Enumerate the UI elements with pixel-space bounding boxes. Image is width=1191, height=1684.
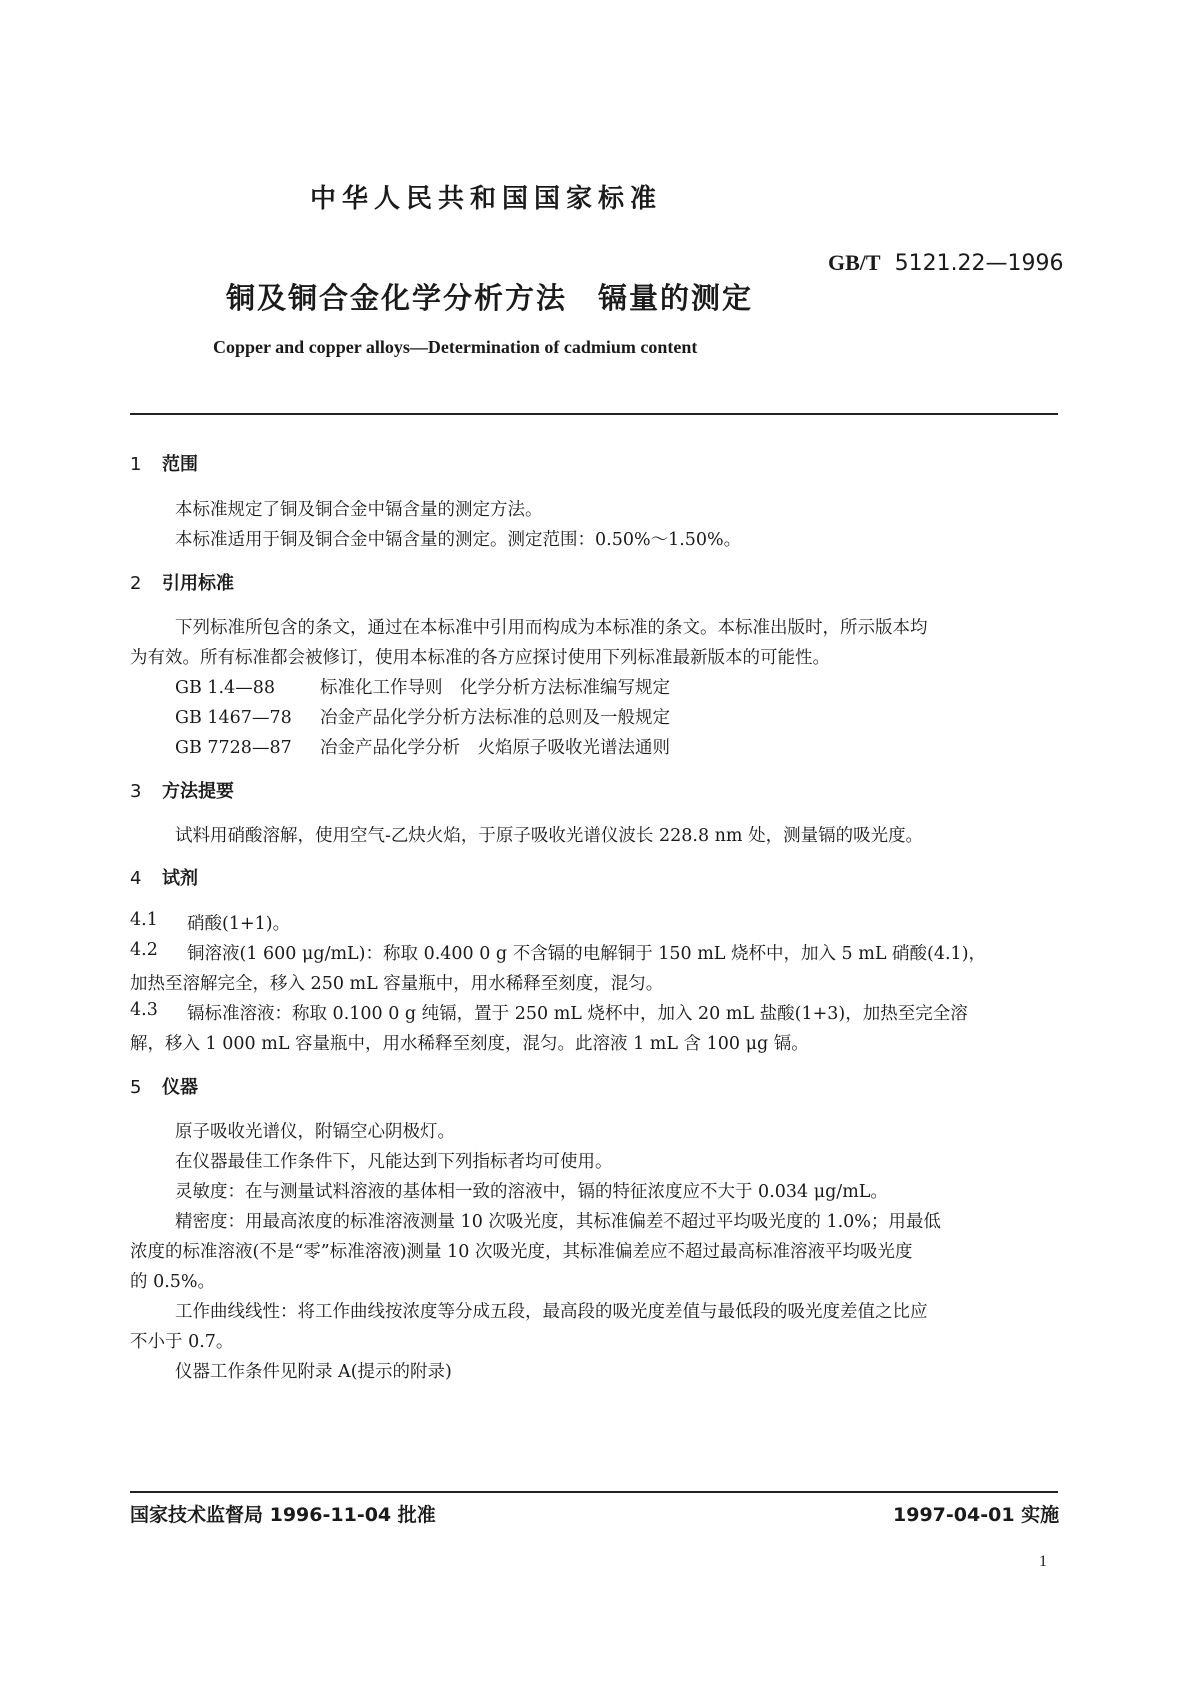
section-3-paragraph: 试料用硝酸溶解，使用空气-乙炔火焰，于原子吸收光谱仪波长 228.8 nm 处，测量镉的吸光度。 <box>175 826 924 846</box>
section-5-heading <box>130 1073 198 1099</box>
section-1-number: 1 <box>130 454 142 475</box>
reagent-item-text: 镉标准溶液：称取 0.100 0 g 纯镉，置于 250 mL 烧杯中，加入 20 mL 盐酸(1+3)，加热至完全溶 <box>187 1004 968 1024</box>
reference-title: 冶金产品化学分析 火焰原子吸收光谱法通则 <box>320 738 670 758</box>
section-3-number: 3 <box>130 781 142 802</box>
section-2-heading <box>130 569 234 595</box>
national-standard-title: 中华人民共和国国家标准 <box>310 184 663 214</box>
reference-item <box>175 734 670 759</box>
section-5-number: 5 <box>130 1077 142 1098</box>
section-1-paragraph-2: 本标准适用于铜及铜合金中镉含量的测定。测定范围：0.50%～1.50%。 <box>175 530 742 550</box>
reagent-item-text: 铜溶液(1 600 μg/mL)：称取 0.400 0 g 不含镉的电解铜于 150 mL 烧杯中，加入 5 mL 硝酸(4.1)， <box>187 944 987 964</box>
approval-date: 国家技术监督局 1996-11-04 批准 <box>130 1504 436 1526</box>
reference-code: GB 7728—87 <box>175 738 292 758</box>
reagent-item-number: 4.3 <box>130 1000 158 1020</box>
section-5-paragraph-1: 原子吸收光谱仪，附镉空心阴极灯。 <box>175 1122 455 1142</box>
section-5-title: 仪器 <box>162 1077 198 1098</box>
section-1-heading <box>130 450 198 476</box>
effective-date: 1997-04-01 实施 <box>893 1504 1060 1526</box>
section-4-title: 试剂 <box>162 868 198 889</box>
reference-code: GB 1.4—88 <box>175 678 276 698</box>
section-2-number: 2 <box>130 573 142 594</box>
reference-title: 冶金产品化学分析方法标准的总则及一般规定 <box>320 708 670 728</box>
section-2-paragraph-line-1: 下列标准所包含的条文，通过在本标准中引用而构成为本标准的条文。本标准出版时，所示版本均 <box>175 618 928 638</box>
standard-prefix: GB/T <box>828 250 881 275</box>
section-2-title: 引用标准 <box>162 573 234 594</box>
precision-paragraph-line-1: 精密度：用最高浓度的标准溶液测量 10 次吸光度，其标准偏差不超过平均吸光度的 1.0%；用最低 <box>175 1212 941 1232</box>
reference-code: GB 1467—78 <box>175 708 292 728</box>
header-divider <box>130 413 1058 415</box>
sensitivity-paragraph: 灵敏度：在与测量试料溶液的基体相一致的溶液中，镉的特征浓度应不大于 0.034 μg/mL。 <box>175 1182 888 1202</box>
linearity-paragraph-line-1: 工作曲线线性：将工作曲线按浓度等分成五段，最高段的吸光度差值与最低段的吸光度差值之比应 <box>175 1302 928 1322</box>
page-number: 1 <box>1039 1553 1047 1570</box>
section-3-heading <box>130 777 234 803</box>
section-5-paragraph-2: 在仪器最佳工作条件下，凡能达到下列指标者均可使用。 <box>175 1152 613 1172</box>
section-1-paragraph-1: 本标准规定了铜及铜合金中镉含量的测定方法。 <box>175 500 543 520</box>
reagent-item-text-continued: 解，移入 1 000 mL 容量瓶中，用水稀释至刻度，混匀。此溶液 1 mL 含 100 μg 镉。 <box>130 1034 809 1054</box>
working-conditions-paragraph: 仪器工作条件见附录 A(提示的附录) <box>175 1362 452 1382</box>
footer-divider <box>130 1491 1058 1493</box>
chinese-title: 铜及铜合金化学分析方法 镉量的测定 <box>226 281 754 315</box>
english-title: Copper and copper alloys—Determination of cadmium content <box>213 337 698 357</box>
standard-number-value: 5121.22—1996 <box>894 251 1064 276</box>
standard-number <box>828 250 1064 276</box>
reagent-item-text: 硝酸(1+1)。 <box>187 914 291 934</box>
section-1-title: 范围 <box>162 454 198 475</box>
section-2-paragraph-line-2: 为有效。所有标准都会被修订，使用本标准的各方应探讨使用下列标准最新版本的可能性。 <box>130 648 830 668</box>
linearity-paragraph-line-2: 不小于 0.7。 <box>130 1332 234 1352</box>
section-4-heading <box>130 864 198 890</box>
precision-paragraph-line-3: 的 0.5%。 <box>130 1272 216 1292</box>
reference-item <box>175 704 670 729</box>
section-4-number: 4 <box>130 868 142 889</box>
reagent-item-number: 4.2 <box>130 940 158 960</box>
reagent-item-text-continued: 加热至溶解完全，移入 250 mL 容量瓶中，用水稀释至刻度，混匀。 <box>130 974 664 994</box>
reference-item <box>175 674 670 699</box>
reference-title: 标准化工作导则 化学分析方法标准编写规定 <box>320 678 670 698</box>
precision-paragraph-line-2: 浓度的标准溶液(不是“零”标准溶液)测量 10 次吸光度，其标准偏差应不超过最高标准溶液平均吸光度 <box>130 1242 913 1262</box>
section-3-title: 方法提要 <box>162 781 234 802</box>
reagent-item-number: 4.1 <box>130 910 158 930</box>
